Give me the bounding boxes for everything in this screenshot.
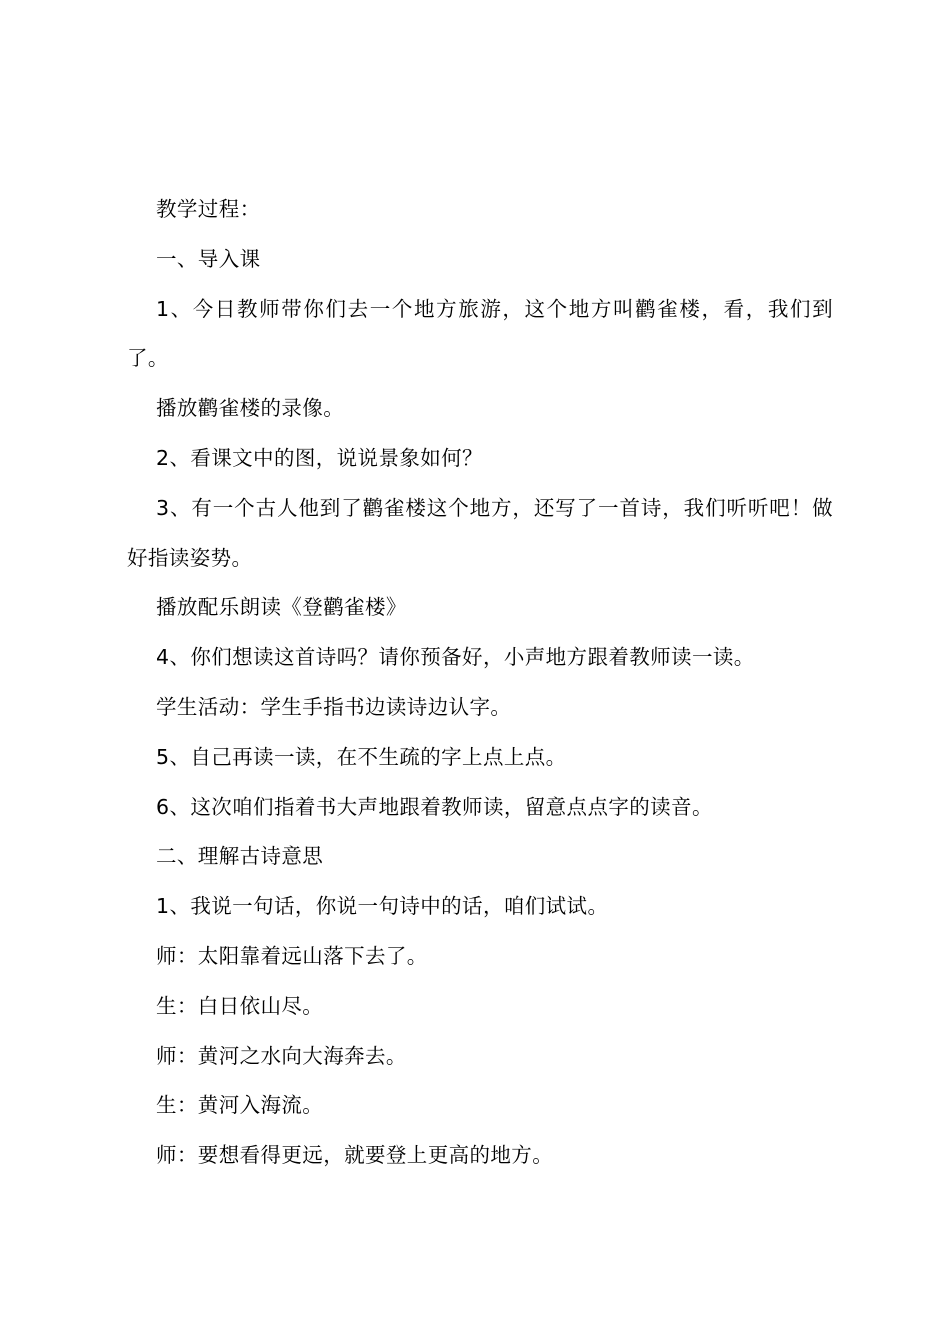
paragraph-step-understand-1: 1、我说一句话，你说一句诗中的话，咱们试试。 (156, 894, 609, 919)
section-heading-understand-poem: 二、理解古诗意思 (156, 844, 324, 869)
paragraph-step-2: 2、看课文中的图，说说景象如何？ (156, 445, 483, 470)
document-body (127, 185, 833, 1181)
paragraph-student-activity: 学生活动：学生手指书边读诗边认字。 (156, 694, 512, 719)
dialogue-student-2: 生：黄河入海流。 (156, 1093, 324, 1118)
dialogue-teacher-3: 师：要想看得更远，就要登上更高的地方。 (156, 1143, 554, 1168)
paragraph-step-3: 3、有一个古人他到了鹳雀楼这个地方，还写了一首诗，我们听听吧！做好指读姿势。 (127, 495, 833, 570)
dialogue-student-1: 生：白日依山尽。 (156, 993, 324, 1018)
dialogue-teacher-2: 师：黄河之水向大海奔去。 (156, 1043, 407, 1068)
paragraph-step-4: 4、你们想读这首诗吗？请你预备好，小声地方跟着教师读一读。 (156, 645, 755, 670)
dialogue-teacher-1: 师：太阳靠着远山落下去了。 (156, 943, 428, 968)
section-heading-intro: 一、导入课 (156, 246, 261, 271)
paragraph-step-1: 1、今日教师带你们去一个地方旅游，这个地方叫鹳雀楼，看，我们到了。 (127, 296, 833, 371)
section-label-teaching-process: 教学过程： (156, 197, 261, 221)
paragraph-play-video: 播放鹳雀楼的录像。 (156, 396, 345, 421)
paragraph-play-recitation: 播放配乐朗读《登鹳雀楼》 (156, 595, 407, 620)
paragraph-step-5: 5、自己再读一读，在不生疏的字上点上点。 (156, 744, 567, 769)
paragraph-step-6: 6、这次咱们指着书大声地跟着教师读，留意点点字的读音。 (156, 794, 713, 819)
